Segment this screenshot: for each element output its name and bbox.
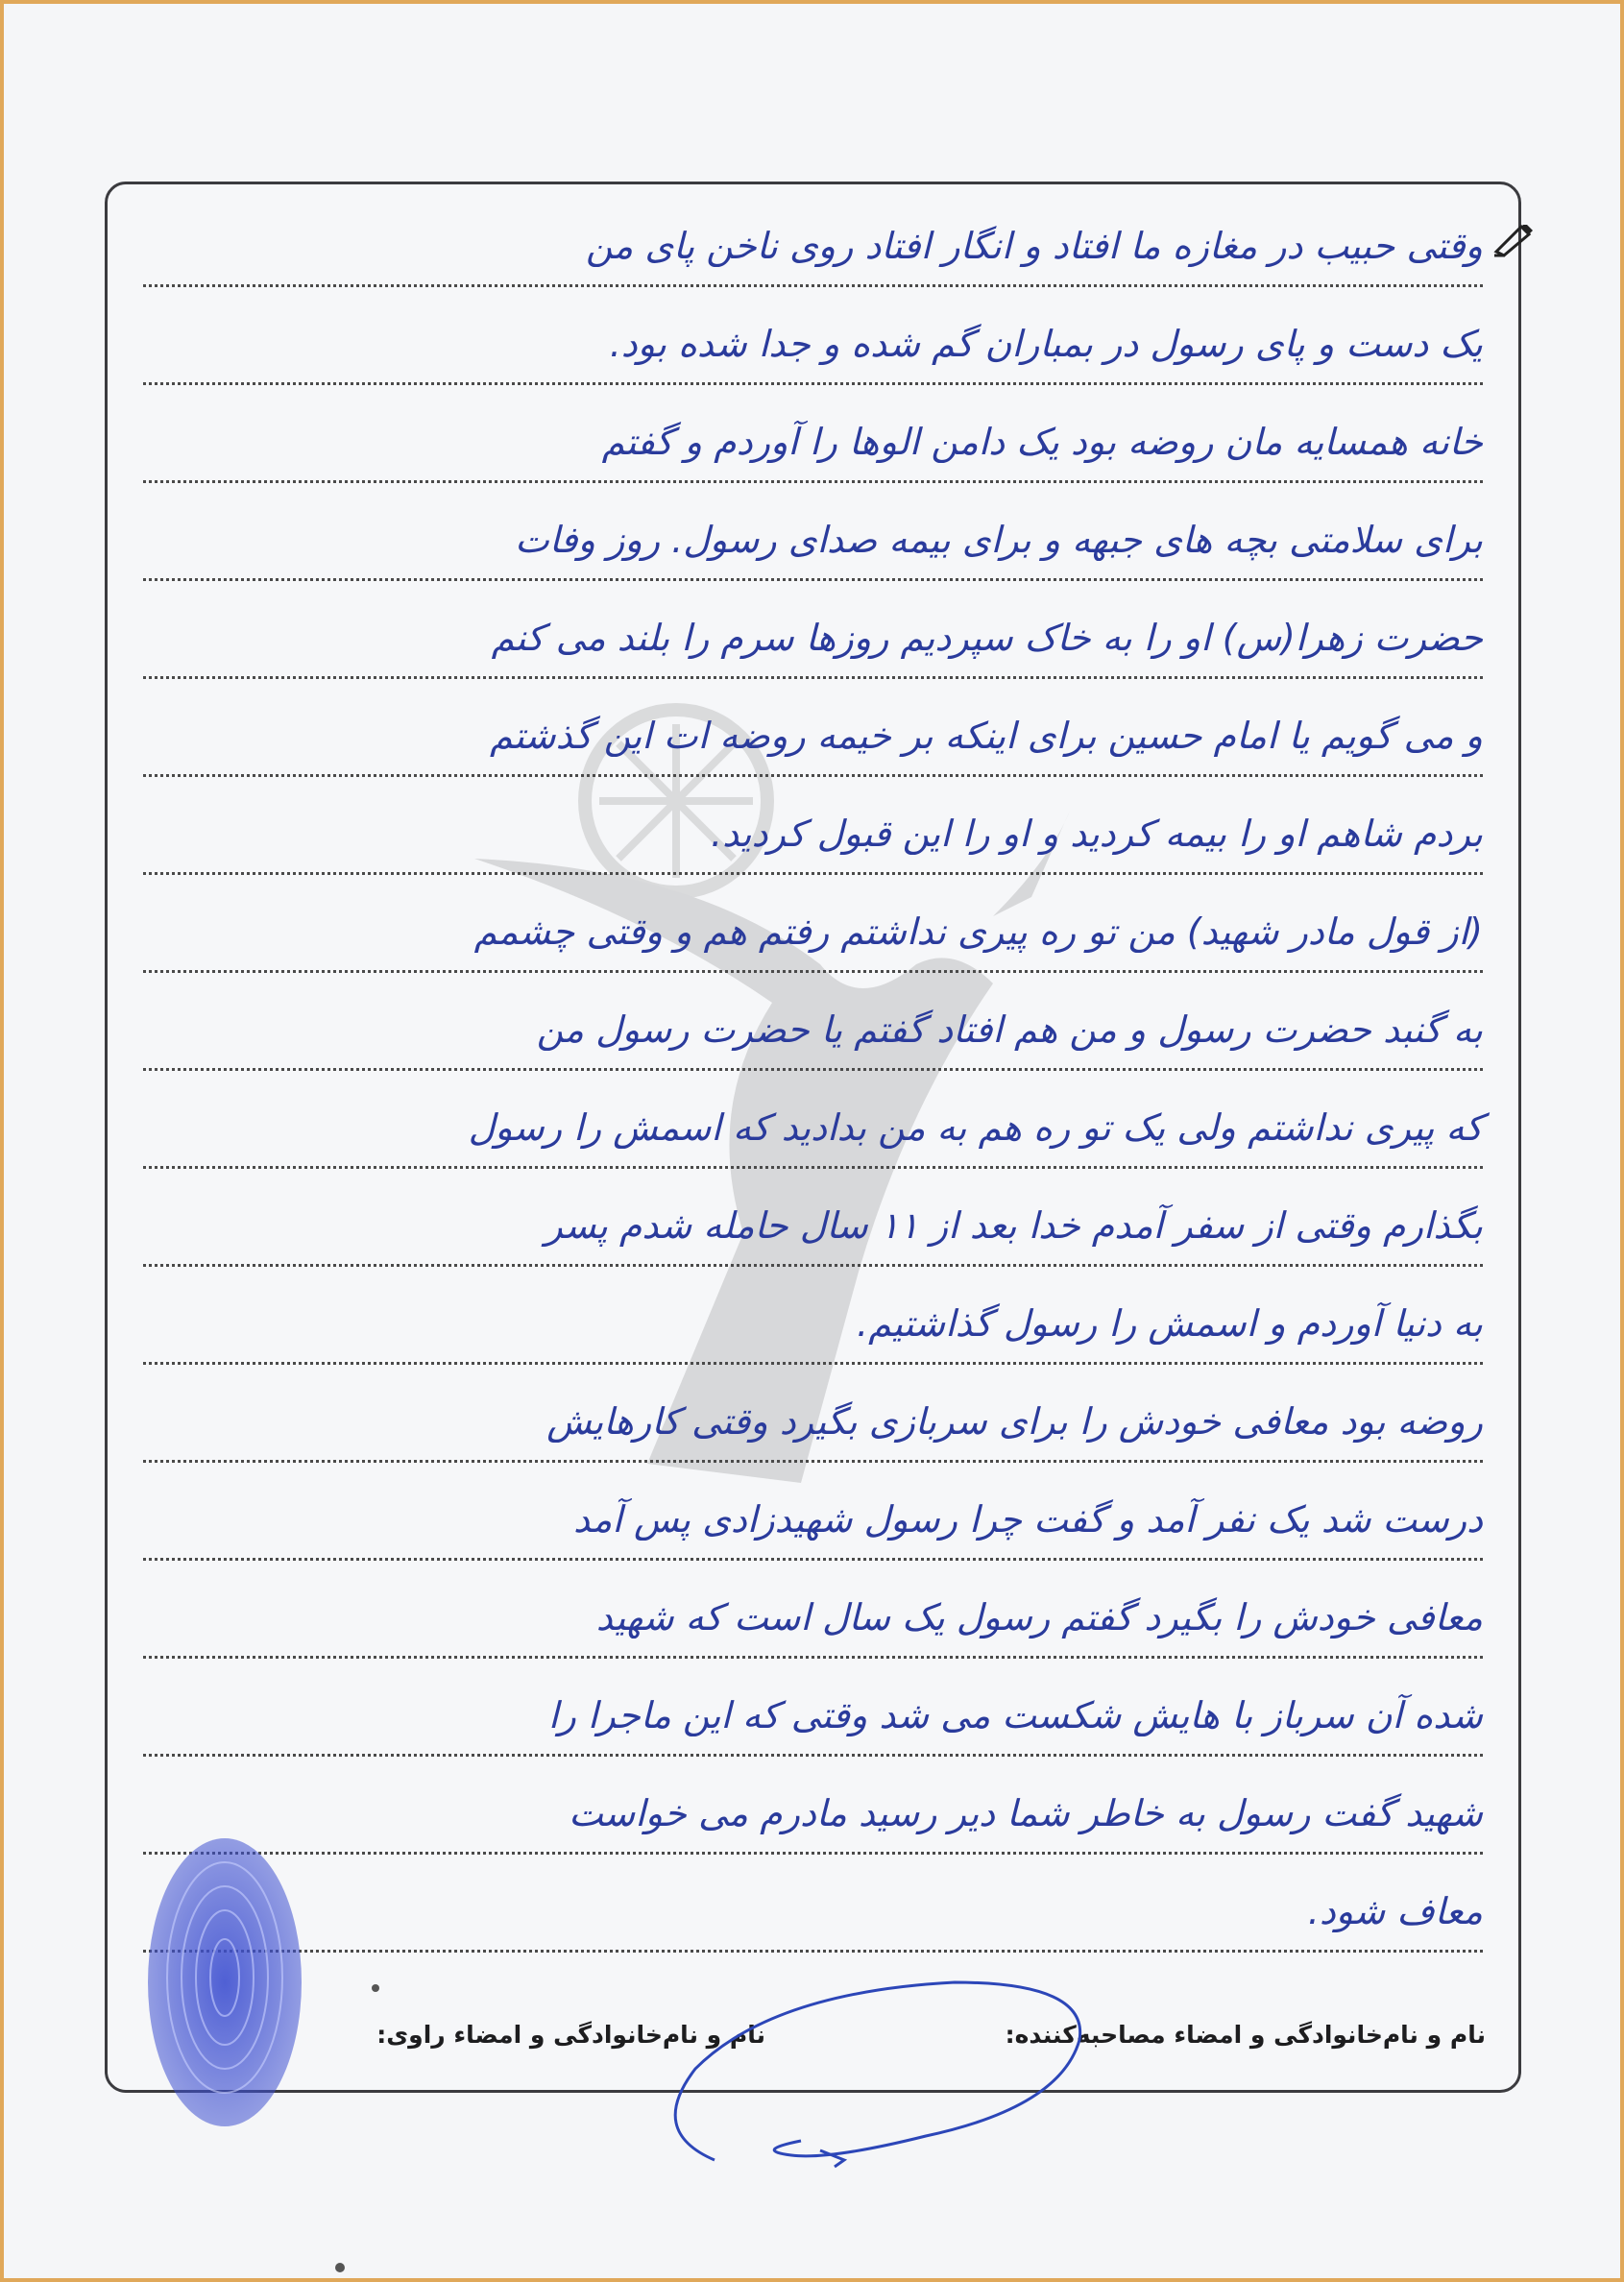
handwritten-line: و می گویم یا امام حسین برای اینکه بر خیمه روضه ات این گذشتم [490,715,1483,757]
dotted-rule-line [143,872,1483,875]
narrator-signature-label: نام و نام‌خانوادگی و امضاء راوی: [376,2021,765,2049]
dotted-rule-line [143,1362,1483,1365]
handwritten-line: شده آن سرباز با هایش شکست می شد وقتی که این ماجرا را [547,1694,1483,1736]
pen-icon [1492,225,1537,257]
handwritten-line: معافی خودش را بگیرد گفتم رسول یک سال است که شهید [595,1596,1483,1639]
fingerprint-stamp [143,1833,306,2131]
dotted-rule-line [143,1852,1483,1855]
scan-speck [372,1984,379,1992]
handwritten-line: درست شد یک نفر آمد و گفت چرا رسول شهیدزادی پس آمد [573,1498,1483,1541]
handwritten-line: به دنیا آوردم و اسمش را رسول گذاشتیم. [857,1302,1483,1345]
dotted-rule-line [143,480,1483,483]
handwritten-line: که پیری نداشتم ولی یک تو ره هم به من بدادید که اسمش را رسول [468,1106,1483,1149]
handwritten-line: شهید گفت رسول به خاطر شما دیر رسید مادرم می خواست [569,1792,1483,1834]
handwritten-line: معاف شود. [1307,1890,1483,1932]
interviewer-signature [638,1963,1099,2174]
dotted-rule-line [143,1166,1483,1169]
handwritten-line: بگذارم وقتی از سفر آمدم خدا بعد از ۱۱ سال حامله شدم پسر [545,1204,1483,1247]
dotted-rule-line [143,676,1483,679]
handwritten-line: (از قول مادر شهید) من تو ره پیری نداشتم رفتم هم و وقتی چشمم [473,910,1483,953]
dotted-rule-line [143,1068,1483,1071]
dotted-rule-line [143,1754,1483,1757]
handwritten-line: روضه بود معافی خودش را برای سربازی بگیرد وقتی کارهایش [546,1400,1483,1443]
scan-speck [335,2263,345,2272]
interviewer-signature-label: نام و نام‌خانوادگی و امضاء مصاحبه‌کننده: [1005,2021,1486,2049]
dotted-rule-line [143,1460,1483,1463]
handwritten-line: خانه همسایه مان روضه بود یک دامن الوها را آوردم و گفتم [601,421,1483,463]
dotted-rule-line [143,578,1483,581]
handwritten-line: بردم شاهم او را بیمه کردید و او را این قبول کردید. [711,813,1483,855]
dotted-rule-line [143,1264,1483,1267]
dotted-rule-line [143,1558,1483,1561]
handwritten-line: حضرت زهرا(س) او را به خاک سپردیم روزها سرم را بلند می کنم [491,617,1483,659]
dotted-rule-line [143,1656,1483,1659]
dotted-rule-line [143,284,1483,287]
dotted-rule-line [143,382,1483,385]
dotted-rule-line [143,1950,1483,1953]
dotted-rule-line [143,970,1483,973]
handwritten-line: برای سلامتی بچه های جبهه و برای بیمه صدای رسول. روز وفات [515,519,1483,561]
handwritten-line: یک دست و پای رسول در بمباران گم شده و جدا شده بود. [609,323,1483,365]
handwritten-line: به گنبد حضرت رسول و من هم افتاد گفتم یا حضرت رسول من [536,1008,1483,1051]
dotted-rule-line [143,774,1483,777]
handwritten-line: وقتی حبیب در مغازه ما افتاد و انگار افتاد روی ناخن پای من [143,225,1537,267]
